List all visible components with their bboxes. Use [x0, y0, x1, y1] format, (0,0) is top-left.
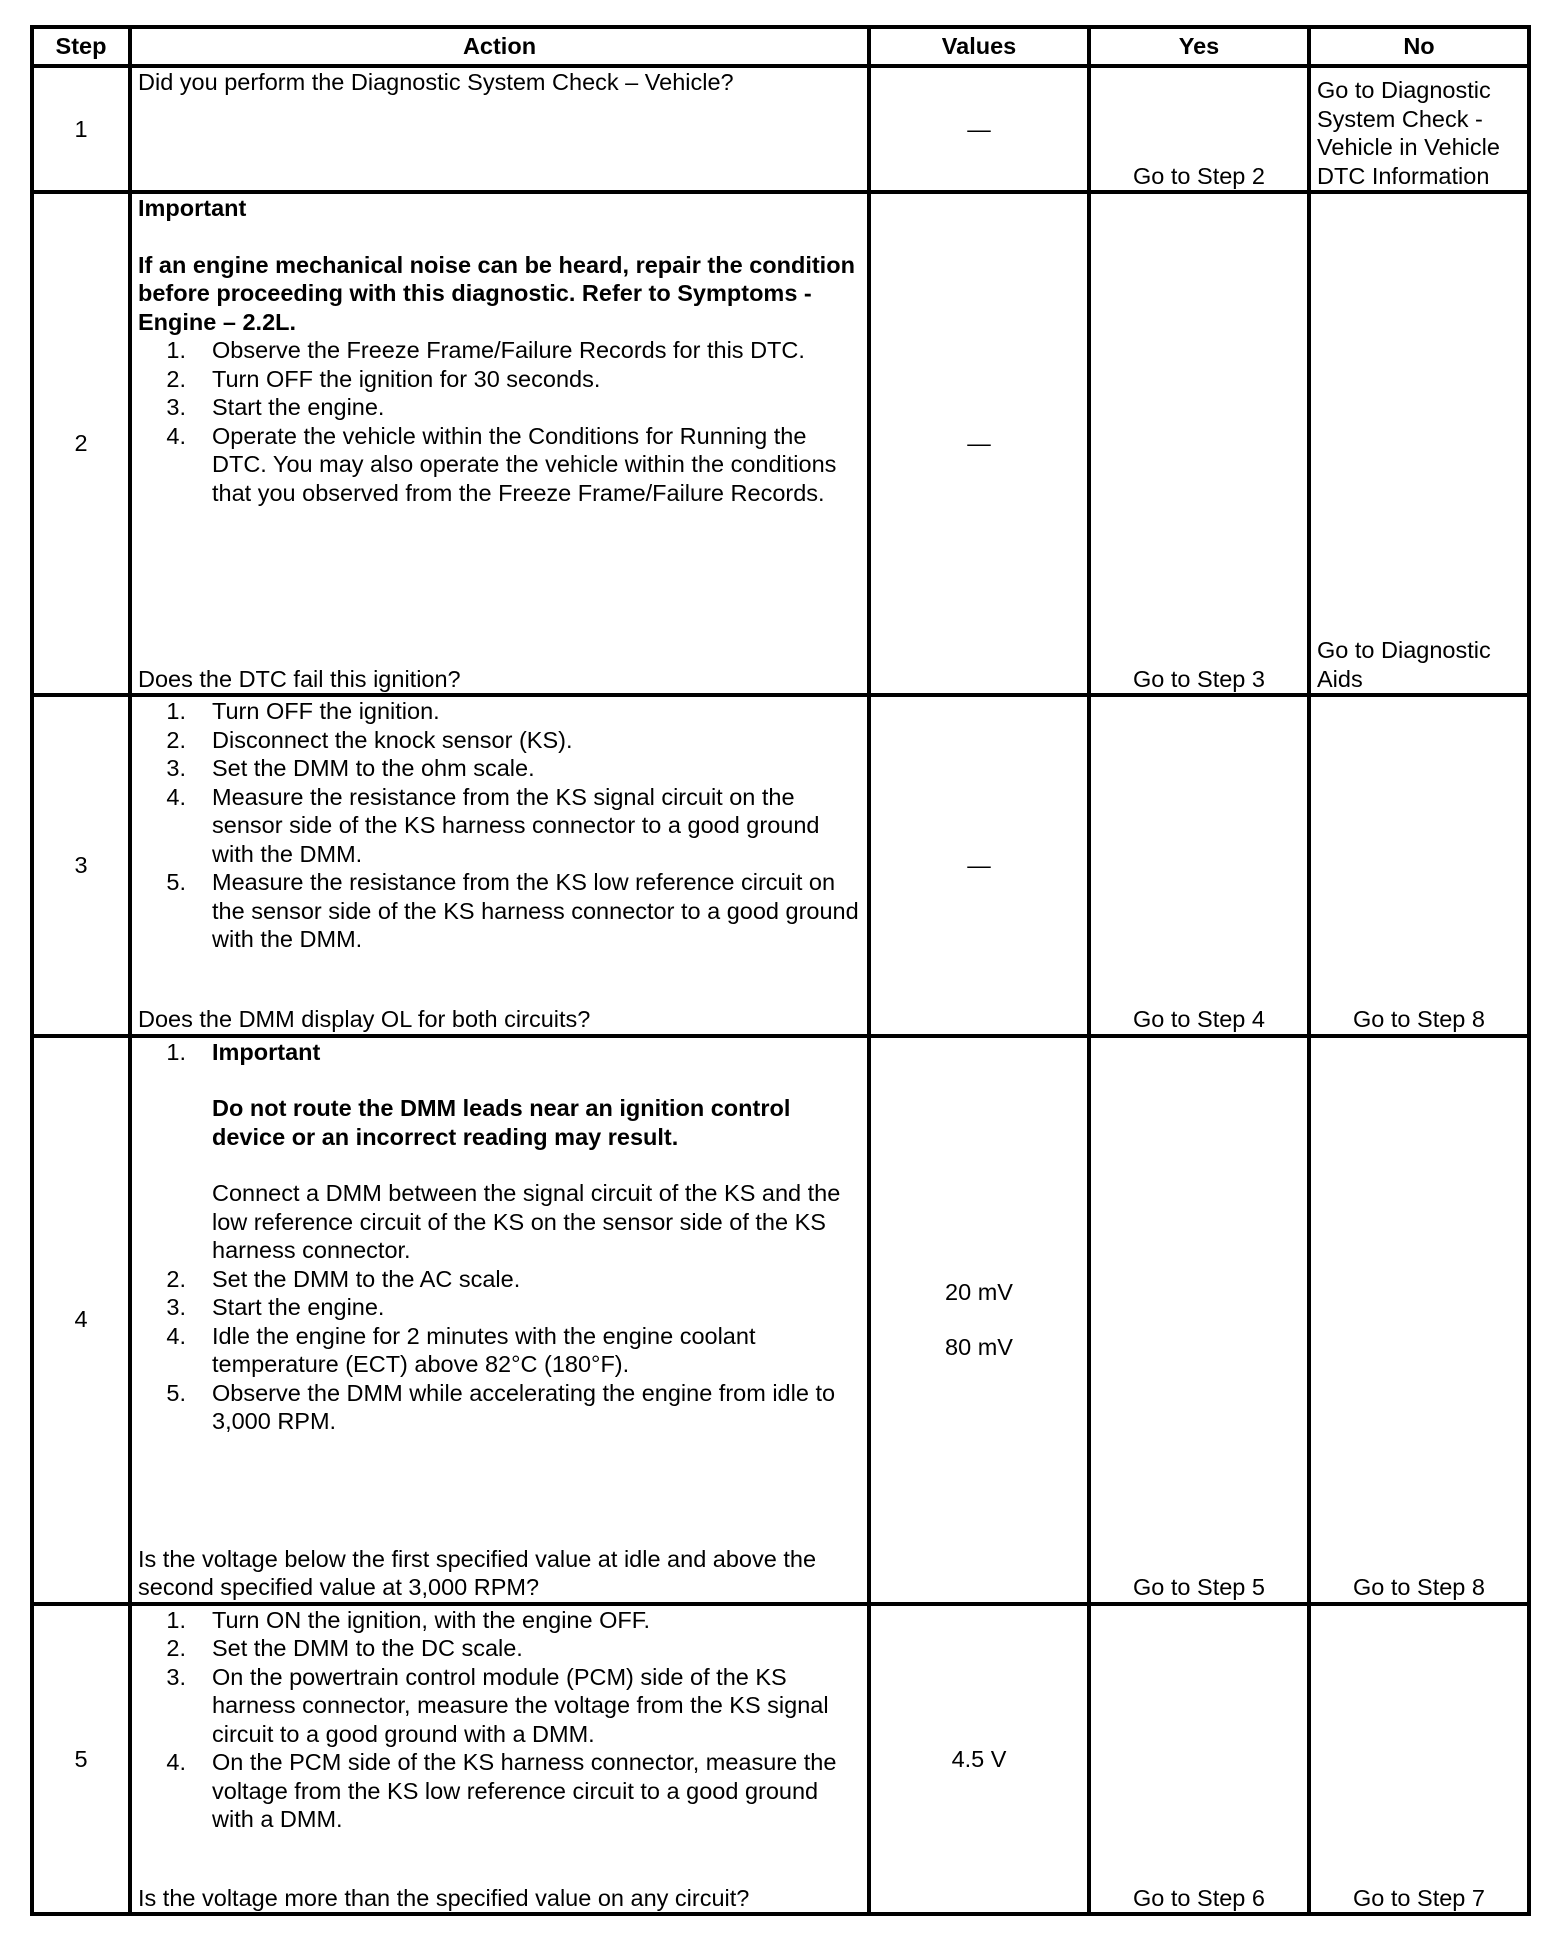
table-row — [32, 1036, 1529, 1604]
no-cell: Go to Step 8 — [1309, 695, 1529, 1035]
important-text: Do not route the DMM leads near an ignition control device or an incorrect reading may result. — [212, 1095, 791, 1150]
value-item: 20 mV — [945, 1279, 1013, 1306]
important-title: Important — [212, 1038, 321, 1065]
value-cell: — — [869, 192, 1089, 695]
action-cell — [130, 192, 869, 695]
list-item: 4. Operate the vehicle within the Conditions for Running the DTC. You may also operate the vehicle within the conditions that you observed from the Freeze Frame/Failure Records. — [166, 422, 837, 506]
step-number: 4 — [32, 1036, 130, 1604]
important-title: Important — [138, 195, 247, 222]
step-text: Connect a DMM between the signal circuit of the KS and the low reference circuit of the KS on the sensor side of the KS harness connector. — [212, 1180, 841, 1263]
step-list — [138, 1265, 861, 1436]
yes-cell: Go to Step 6 — [1089, 1604, 1309, 1914]
question-text: Is the voltage more than the specified value on any circuit? — [138, 1884, 750, 1911]
table-row — [32, 66, 1529, 192]
header-no: No — [1309, 27, 1529, 66]
question-text: Is the voltage below the first specified value at idle and above the second specified value at 3,000 RPM? — [138, 1545, 817, 1601]
value-cell: — — [869, 695, 1089, 1035]
table-row — [32, 1604, 1529, 1914]
value-cell: 4.5 V — [869, 1604, 1089, 1914]
list-item: 2. Set the DMM to the AC scale. — [166, 1265, 521, 1292]
list-item: 3. Set the DMM to the ohm scale. — [166, 755, 535, 782]
yes-cell: Go to Step 2 — [1089, 66, 1309, 192]
list-item: 3. On the powertrain control module (PCM) side of the KS harness connector, measure the voltage from the KS signal circuit to a good ground with a DMM. — [166, 1663, 829, 1747]
yes-cell: Go to Step 4 — [1089, 695, 1309, 1035]
step-number: 1 — [32, 66, 130, 192]
table-row — [32, 192, 1529, 695]
header-yes: Yes — [1089, 27, 1309, 66]
list-item: 4. Measure the resistance from the KS signal circuit on the sensor side of the KS harness connector to a good ground with the DMM. — [166, 783, 820, 867]
step-list — [138, 697, 861, 954]
no-cell: Go to Diagnostic Aids — [1309, 192, 1529, 695]
action-cell — [130, 695, 869, 1035]
question-text: Does the DMM display OL for both circuits? — [138, 1006, 591, 1032]
no-cell: Go to Step 8 — [1309, 1036, 1529, 1604]
list-item: 3. Start the engine. — [166, 1294, 385, 1320]
list-item: 1. Turn ON the ignition, with the engine OFF. — [166, 1606, 651, 1633]
step-number: 5 — [32, 1604, 130, 1914]
list-item: 5. Observe the DMM while accelerating the engine from idle to 3,000 RPM. — [166, 1379, 836, 1434]
action-cell — [130, 66, 869, 192]
header-values: Values — [869, 27, 1089, 66]
question-text: Does the DTC fail this ignition? — [138, 665, 461, 692]
value-cell: — — [869, 66, 1089, 192]
action-cell — [130, 1604, 869, 1914]
yes-cell: Go to Step 5 — [1089, 1036, 1309, 1604]
value-item: 80 mV — [945, 1333, 1013, 1360]
no-cell: Go to Diagnostic System Check - Vehicle in Vehicle DTC Information — [1309, 66, 1529, 192]
action-cell — [130, 1036, 869, 1604]
list-item: 3. Start the engine. — [166, 394, 385, 421]
step-list — [138, 1038, 861, 1265]
list-item: 2. Disconnect the knock sensor (KS). — [166, 726, 573, 753]
list-item: 5. Measure the resistance from the KS low reference circuit on the sensor side of the KS harness connector to a good ground with the DMM. — [166, 869, 859, 953]
yes-cell: Go to Step 3 — [1089, 192, 1309, 695]
list-item: 4. On the PCM side of the KS harness connector, measure the voltage from the KS low reference circuit to a good ground with a DMM. — [166, 1749, 837, 1833]
list-item: 2. Set the DMM to the DC scale. — [166, 1635, 523, 1662]
step-list — [138, 336, 861, 507]
list-item: 1. Turn OFF the ignition. — [166, 698, 440, 725]
step-list — [138, 1606, 861, 1834]
list-item: 1. Important Do not route the DMM leads near an ignition control device or an incorrect reading may result. Connect a DMM between the signal circuit of the KS and the low reference circuit of the KS on the sensor side of the KS harness connector. — [138, 1038, 861, 1265]
list-item: 2. Turn OFF the ignition for 30 seconds. — [166, 365, 601, 392]
diagnostic-table — [30, 25, 1531, 1916]
list-item: 4. Idle the engine for 2 minutes with the engine coolant temperature (ECT) above 82°C (180°F). — [166, 1322, 756, 1377]
header-row — [32, 27, 1529, 66]
table-row — [32, 695, 1529, 1035]
no-cell: Go to Step 7 — [1309, 1604, 1529, 1914]
list-item: 1. Observe the Freeze Frame/Failure Records for this DTC. — [166, 337, 805, 364]
step-number: 3 — [32, 695, 130, 1035]
important-text: If an engine mechanical noise can be heard, repair the condition before proceeding with this diagnostic. Refer to Symptoms - Engine – 2.2L. — [138, 251, 855, 335]
question-text: Did you perform the Diagnostic System Check – Vehicle? — [138, 69, 734, 95]
header-action: Action — [130, 27, 869, 66]
header-step: Step — [32, 27, 130, 66]
step-number: 2 — [32, 192, 130, 695]
value-cell — [869, 1036, 1089, 1604]
